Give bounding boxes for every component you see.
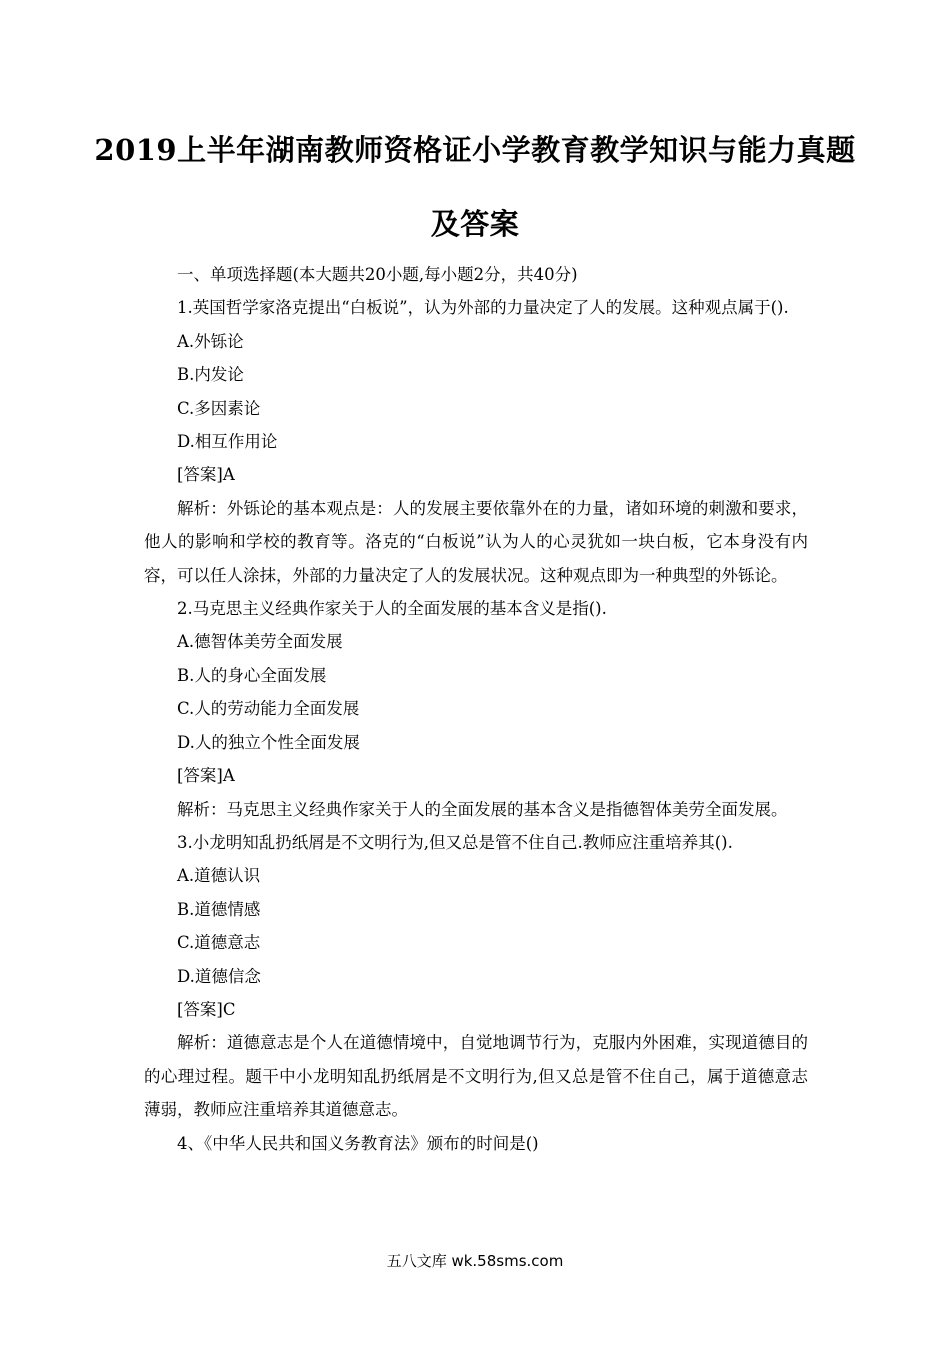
question-3-option-d: D.道德信念 bbox=[177, 966, 261, 986]
question-3-stem: 3.小龙明知乱扔纸屑是不文明行为,但又总是管不住自己.教师应注重培养其(). bbox=[177, 832, 733, 852]
question-3-option-c: C.道德意志 bbox=[177, 933, 261, 953]
question-3-option-a: A.道德认识 bbox=[177, 866, 261, 886]
document-title-line1: 2019上半年湖南教师资格证小学教育教学知识与能力真题 bbox=[94, 133, 856, 167]
question-2-stem: 2.马克思主义经典作家关于人的全面发展的基本含义是指(). bbox=[177, 599, 607, 619]
question-1-option-a: A.外铄论 bbox=[177, 331, 244, 351]
question-1-analysis: 解析：外铄论的基本观点是：人的发展主要依靠外在的力量，诸如环境的刺激和要求，他人的影响和学校的教育等。洛克的“白板说”认为人的心灵犹如一块白板，它本身没有内容，可以任人涂抹，外部的力量决定了人的发展状况。这种观点即为一种典型的外铄论。 bbox=[144, 498, 808, 585]
section-heading: 一、单项选择题(本大题共20小题,每小题2分，共40分) bbox=[177, 265, 578, 284]
question-1-stem: 1.英国哲学家洛克提出“白板说”，认为外部的力量决定了人的发展。这种观点属于(). bbox=[177, 298, 789, 318]
document-title-line2: 及答案 bbox=[430, 207, 520, 241]
question-2-analysis: 解析：马克思主义经典作家关于人的全面发展的基本含义是指德智体美劳全面发展。 bbox=[177, 799, 788, 819]
question-2-option-a: A.德智体美劳全面发展 bbox=[177, 632, 343, 652]
question-2-option-b: B.人的身心全面发展 bbox=[177, 665, 327, 685]
question-2-answer: [答案]A bbox=[177, 766, 235, 786]
page-footer: 五八文库 wk.58sms.com bbox=[386, 1252, 564, 1270]
question-3-answer: [答案]C bbox=[177, 999, 236, 1019]
question-1-option-c: C.多因素论 bbox=[177, 398, 261, 418]
question-1-option-d: D.相互作用论 bbox=[177, 432, 278, 452]
question-2-option-d: D.人的独立个性全面发展 bbox=[177, 732, 360, 752]
question-1-answer: [答案]A bbox=[177, 465, 235, 485]
question-3-option-b: B.道德情感 bbox=[177, 899, 261, 919]
document-body bbox=[144, 258, 808, 1160]
question-1-option-b: B.内发论 bbox=[177, 365, 244, 385]
question-4-stem: 4、《中华人民共和国义务教育法》颁布的时间是() bbox=[177, 1133, 539, 1153]
question-2-option-c: C.人的劳动能力全面发展 bbox=[177, 699, 360, 719]
question-3-analysis: 解析：道德意志是个人在道德情境中，自觉地调节行为，克服内外困难，实现道德目的的心理过程。题干中小龙明知乱扔纸屑是不文明行为,但又总是管不住自己，属于道德意志薄弱，教师应注重培养其道德意志。 bbox=[144, 1033, 808, 1120]
